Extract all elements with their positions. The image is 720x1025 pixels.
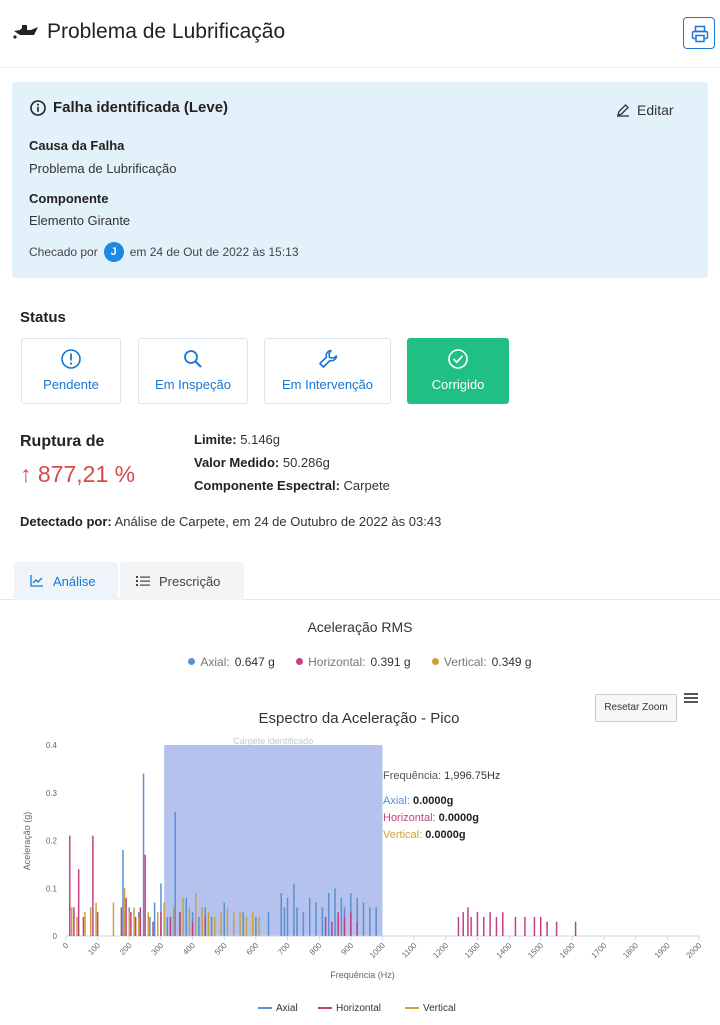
measured-value: 50.286g: [282, 455, 330, 470]
x-tick-label: 1700: [589, 941, 609, 960]
x-tick-label: 1800: [621, 941, 641, 960]
rms-legend: [0, 654, 720, 669]
spectral-label: Componente Espectral:: [194, 478, 340, 493]
x-tick-label: 2000: [684, 941, 704, 960]
carpet-band: [164, 745, 382, 936]
tooltip-row: Vertical: 0.0000g: [383, 829, 466, 841]
legend-dot: [188, 658, 195, 665]
status-intervention-button[interactable]: [264, 338, 391, 404]
limit-label: Limite:: [194, 432, 237, 447]
info-circle-icon: [30, 100, 46, 116]
x-tick-label: 800: [307, 941, 324, 957]
rms-name: Axial:: [200, 654, 230, 669]
x-tick-label: 1900: [652, 941, 672, 960]
rms-item-horizontal: [296, 655, 410, 669]
limit-value: 5.146g: [240, 432, 281, 447]
legend-dot: [296, 658, 303, 665]
measured-row: [194, 455, 330, 470]
checked-date: em 24 de Out de 2022 às 15:13: [129, 245, 299, 259]
status-pending-button[interactable]: [21, 338, 121, 404]
x-tick-label: 1300: [462, 941, 482, 960]
rms-name: Vertical:: [443, 654, 487, 669]
x-tick-label: 400: [181, 941, 198, 957]
status-title: Status: [20, 309, 66, 326]
legend-label: Vertical: [423, 1003, 456, 1014]
pencil-icon: [616, 103, 630, 117]
x-tick-label: 600: [244, 941, 261, 957]
x-tick-label: 900: [339, 941, 356, 957]
tooltip-row: Horizontal: 0.0000g: [383, 812, 480, 824]
cause-label: Causa da Falha: [29, 138, 125, 153]
printer-icon: [691, 25, 709, 43]
edit-button[interactable]: [616, 102, 674, 118]
component-value: Elemento Girante: [29, 213, 131, 228]
x-tick-label: 1400: [494, 941, 514, 960]
rms-item-vertical: [432, 655, 532, 669]
reset-zoom-button[interactable]: Resetar Zoom: [595, 694, 677, 722]
legend-label: Horizontal: [336, 1003, 382, 1014]
rupture-label: Ruptura de: [20, 433, 105, 450]
y-tick-label: 0: [52, 932, 57, 941]
detected-by: [20, 514, 441, 529]
failure-card: [12, 82, 708, 278]
band-label: Carpete identificado: [233, 736, 314, 746]
wrench-icon: [317, 348, 339, 370]
status-label: Pendente: [43, 377, 99, 392]
legend-dot: [432, 658, 439, 665]
x-tick-label: 1600: [557, 941, 577, 960]
page-title: Problema de Lubrificação: [47, 20, 286, 43]
y-axis-title: Aceleração (g): [22, 811, 32, 871]
status-label: Em Inspeção: [155, 377, 231, 392]
checked-prefix: Checado por: [29, 245, 98, 259]
x-tick-label: 1100: [400, 941, 419, 960]
rms-item-axial: [188, 655, 274, 669]
arrow-up-icon: ↑: [20, 461, 32, 487]
limit-row: [194, 432, 280, 447]
page-header: [0, 0, 720, 68]
x-axis-title: Frequência (Hz): [330, 970, 395, 980]
y-tick-label: 0.3: [45, 788, 57, 798]
search-icon: [182, 348, 204, 370]
x-tick-label: 0: [60, 941, 71, 951]
detected-label: Detectado por:: [20, 514, 112, 529]
tab-label: Análise: [53, 573, 96, 589]
x-tick-label: 1500: [526, 941, 546, 960]
x-tick-label: 1200: [431, 941, 451, 960]
failure-heading-text: Falha identificada (Leve): [53, 99, 229, 116]
rms-name: Horizontal:: [308, 654, 366, 669]
x-tick-label: 500: [212, 941, 229, 957]
spectral-value: Carpete: [343, 478, 390, 493]
y-tick-label: 0.1: [45, 884, 57, 894]
y-tick-label: 0.4: [45, 741, 57, 750]
component-label: Componente: [29, 191, 109, 206]
tooltip-frequency: Frequência: 1,996.75Hz: [383, 770, 501, 782]
status-inspection-button[interactable]: [138, 338, 248, 404]
x-tick-label: 700: [276, 941, 292, 957]
spectral-row: [194, 478, 390, 493]
check-circle-icon: [447, 348, 469, 370]
x-tick-label: 200: [117, 941, 134, 957]
chart-title: Espectro da Aceleração - Pico: [258, 710, 460, 727]
cause-value: Problema de Lubrificação: [29, 161, 177, 176]
spectrum-chart[interactable]: [0, 686, 720, 1025]
tab-analysis[interactable]: [14, 562, 118, 600]
avatar[interactable]: J: [104, 242, 124, 262]
rupture-value: [20, 461, 135, 488]
oil-can-icon: [12, 22, 40, 44]
rupture-percent: 877,21 %: [37, 461, 136, 487]
list-icon: [136, 575, 150, 587]
x-tick-label: 1000: [367, 941, 387, 960]
x-tick-label: 300: [149, 941, 166, 957]
rms-value: 0.647 g: [234, 654, 275, 669]
x-tick-label: 100: [86, 941, 103, 957]
hamburger-menu-icon[interactable]: [684, 691, 700, 707]
checked-by: [29, 242, 299, 262]
tab-label: Prescrição: [159, 573, 221, 589]
alert-circle-icon: [60, 348, 82, 370]
tab-prescription[interactable]: [120, 562, 244, 600]
tab-bar: [0, 558, 720, 600]
detected-value: Análise de Carpete, em 24 de Outubro de 2022 às 03:43: [114, 514, 442, 529]
y-tick-label: 0.2: [45, 836, 57, 846]
status-label: Em Intervenção: [281, 377, 374, 392]
tooltip-row: Axial: 0.0000g: [383, 795, 454, 807]
rms-value: 0.349 g: [491, 654, 532, 669]
failure-heading: [30, 99, 228, 116]
chart-icon: [30, 575, 44, 587]
status-corrected-button[interactable]: [407, 338, 509, 404]
edit-label: Editar: [637, 102, 674, 118]
print-button[interactable]: [683, 17, 715, 49]
rms-title: Aceleração RMS: [307, 619, 413, 635]
measured-label: Valor Medido:: [194, 455, 280, 470]
status-label: Corrigido: [431, 377, 485, 392]
rms-value: 0.391 g: [370, 654, 411, 669]
legend-label: Axial: [276, 1003, 298, 1014]
